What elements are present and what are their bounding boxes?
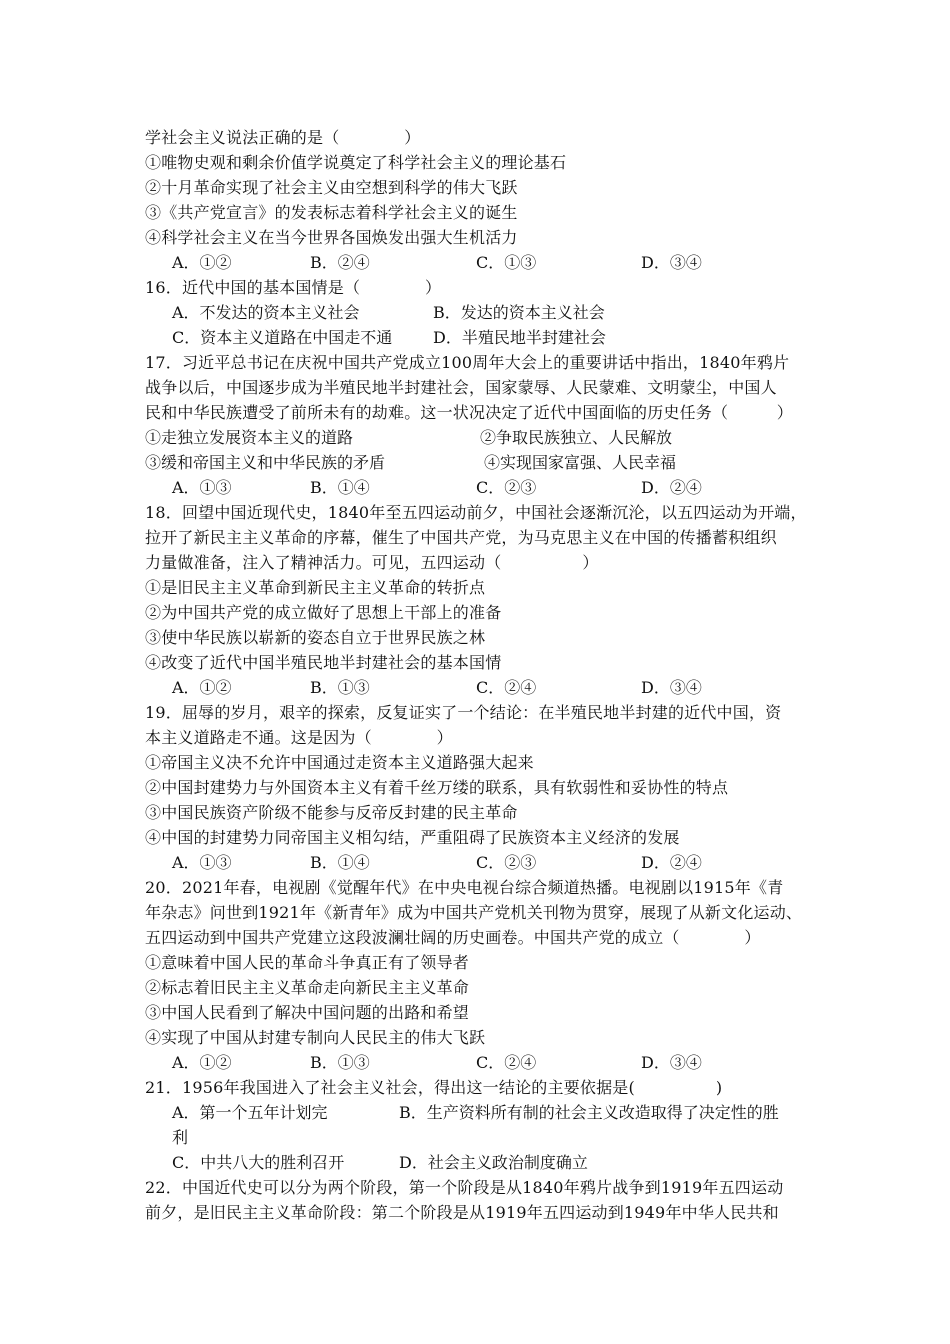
option-c: C．资本主义道路在中国走不通 [172,328,393,347]
option-b: B．①③ [310,1053,370,1072]
option-d: D．③④ [641,253,702,272]
q15-item-1: ①唯物史观和剩余价值学说奠定了科学社会主义的理论基石 [145,153,567,172]
q22-stem-1: 22．中国近代史可以分为两个阶段，第一个阶段是从1840年鸦片战争到1919年五四运动 [145,1178,784,1197]
option-d: D．半殖民地半封建社会 [433,328,606,347]
q22-stem-2: 前夕，是旧民主主义革命阶段：第二个阶段是从1919年五四运动到1949年中华人民共和 [145,1203,779,1222]
q17-stem-2: 战争以后，中国逐步成为半殖民地半封建社会，国家蒙辱、人民蒙难、文明蒙尘，中国人 [145,378,777,397]
option-c: C．②④ [476,1053,537,1072]
q17-stem-1: 17．习近平总书记在庆祝中国共产党成立100周年大会上的重要讲话中指出，1840年鸦片 [145,353,790,372]
option-a: A．第一个五年计划完 [172,1103,328,1122]
q17-stem-3: 民和中华民族遭受了前所未有的劫难。这一状况决定了近代中国面临的历史任务（ ） [145,403,794,422]
q19-stem-2: 本主义道路走不通。这是因为（ ） [145,728,453,747]
q17-item-1: ①走独立发展资本主义的道路 [145,428,354,447]
option-b: B．②④ [310,253,370,272]
q15-item-3: ③《共产党宣言》的发表标志着科学社会主义的诞生 [145,203,518,222]
option-b: B．生产资料所有制的社会主义改造取得了决定性的胜 [399,1103,779,1122]
option-a: A．不发达的资本主义社会 [172,303,360,322]
option-b: B．①④ [310,478,370,497]
option-d: D．③④ [641,678,702,697]
q21-stem: 21．1956年我国进入了社会主义社会，得出这一结论的主要依据是( ) [145,1078,723,1097]
q19-item-4: ④中国的封建势力同帝国主义相勾结，严重阻碍了民族资本主义经济的发展 [145,828,680,847]
q18-item-1: ①是旧民主主义革命到新民主主义革命的转折点 [145,578,486,597]
q20-item-4: ④实现了中国从封建专制向人民民主的伟大飞跃 [145,1028,486,1047]
q19-stem-1: 19．屈辱的岁月，艰辛的探索，反复证实了一个结论：在半殖民地半封建的近代中国，资 [145,703,782,722]
q20-stem-2: 年杂志》问世到1921年《新青年》成为中国共产党机关刊物为贯穿，展现了从新文化运动、 [145,903,803,922]
option-d: D．③④ [641,1053,702,1072]
q20-item-2: ②标志着旧民主主义革命走向新民主主义革命 [145,978,470,997]
option-d: D．②④ [641,853,702,872]
q17-item-4: ④实现国家富强、人民幸福 [484,453,677,472]
q19-item-2: ②中国封建势力与外国资本主义有着千丝万缕的联系，具有软弱性和妥协性的特点 [145,778,729,797]
q15-item-2: ②十月革命实现了社会主义由空想到科学的伟大飞跃 [145,178,518,197]
q20-item-3: ③中国人民看到了解决中国问题的出路和希望 [145,1003,470,1022]
option-c: C．①③ [476,253,537,272]
q20-item-1: ①意味着中国人民的革命斗争真正有了领导者 [145,953,470,972]
q18-item-3: ③使中华民族以崭新的姿态自立于世界民族之林 [145,628,486,647]
q20-stem-1: 20．2021年春，电视剧《觉醒年代》在中央电视台综合频道热播。电视剧以1915年《青 [145,878,784,897]
option-a: A．①③ [172,853,232,872]
q15-stem: 学社会主义说法正确的是（ ） [145,128,421,147]
option-a: A．①③ [172,478,232,497]
option-b: B．①④ [310,853,370,872]
q19-item-1: ①帝国主义决不允许中国通过走资本主义道路强大起来 [145,753,534,772]
q19-item-3: ③中国民族资产阶级不能参与反帝反封建的民主革命 [145,803,518,822]
q18-stem-3: 力量做准备，注入了精神活力。可见，五四运动（ ） [145,553,599,572]
option-b: B．①③ [310,678,370,697]
q15-item-4: ④科学社会主义在当今世界各国焕发出强大生机活力 [145,228,518,247]
q18-stem-2: 拉开了新民主主义革命的序幕，催生了中国共产党，为马克思主义在中国的传播蓄积组织 [145,528,777,547]
option-c: C．②③ [476,853,537,872]
option-c: C．中共八大的胜利召开 [172,1153,345,1172]
q16-stem: 16．近代中国的基本国情是（ ） [145,278,442,297]
q17-item-2: ②争取民族独立、人民解放 [480,428,673,447]
option-d: D．②④ [641,478,702,497]
option-c: C．②④ [476,678,537,697]
q17-item-3: ③缓和帝国主义和中华民族的矛盾 [145,453,386,472]
option-a: A．①② [172,253,232,272]
q20-stem-3: 五四运动到中国共产党建立这段波澜壮阔的历史画卷。中国共产党的成立（ ） [145,928,761,947]
q21-option-b-wrap: 利 [172,1128,189,1147]
option-a: A．①② [172,678,232,697]
option-b: B．发达的资本主义社会 [433,303,605,322]
q18-item-4: ④改变了近代中国半殖民地半封建社会的基本国情 [145,653,502,672]
option-d: D．社会主义政治制度确立 [399,1153,588,1172]
option-a: A．①② [172,1053,232,1072]
q18-stem-1: 18．回望中国近现代史，1840年至五四运动前夕，中国社会逐渐沉沦，以五四运动为开端， [145,503,807,522]
option-c: C．②③ [476,478,537,497]
q18-item-2: ②为中国共产党的成立做好了思想上干部上的准备 [145,603,502,622]
